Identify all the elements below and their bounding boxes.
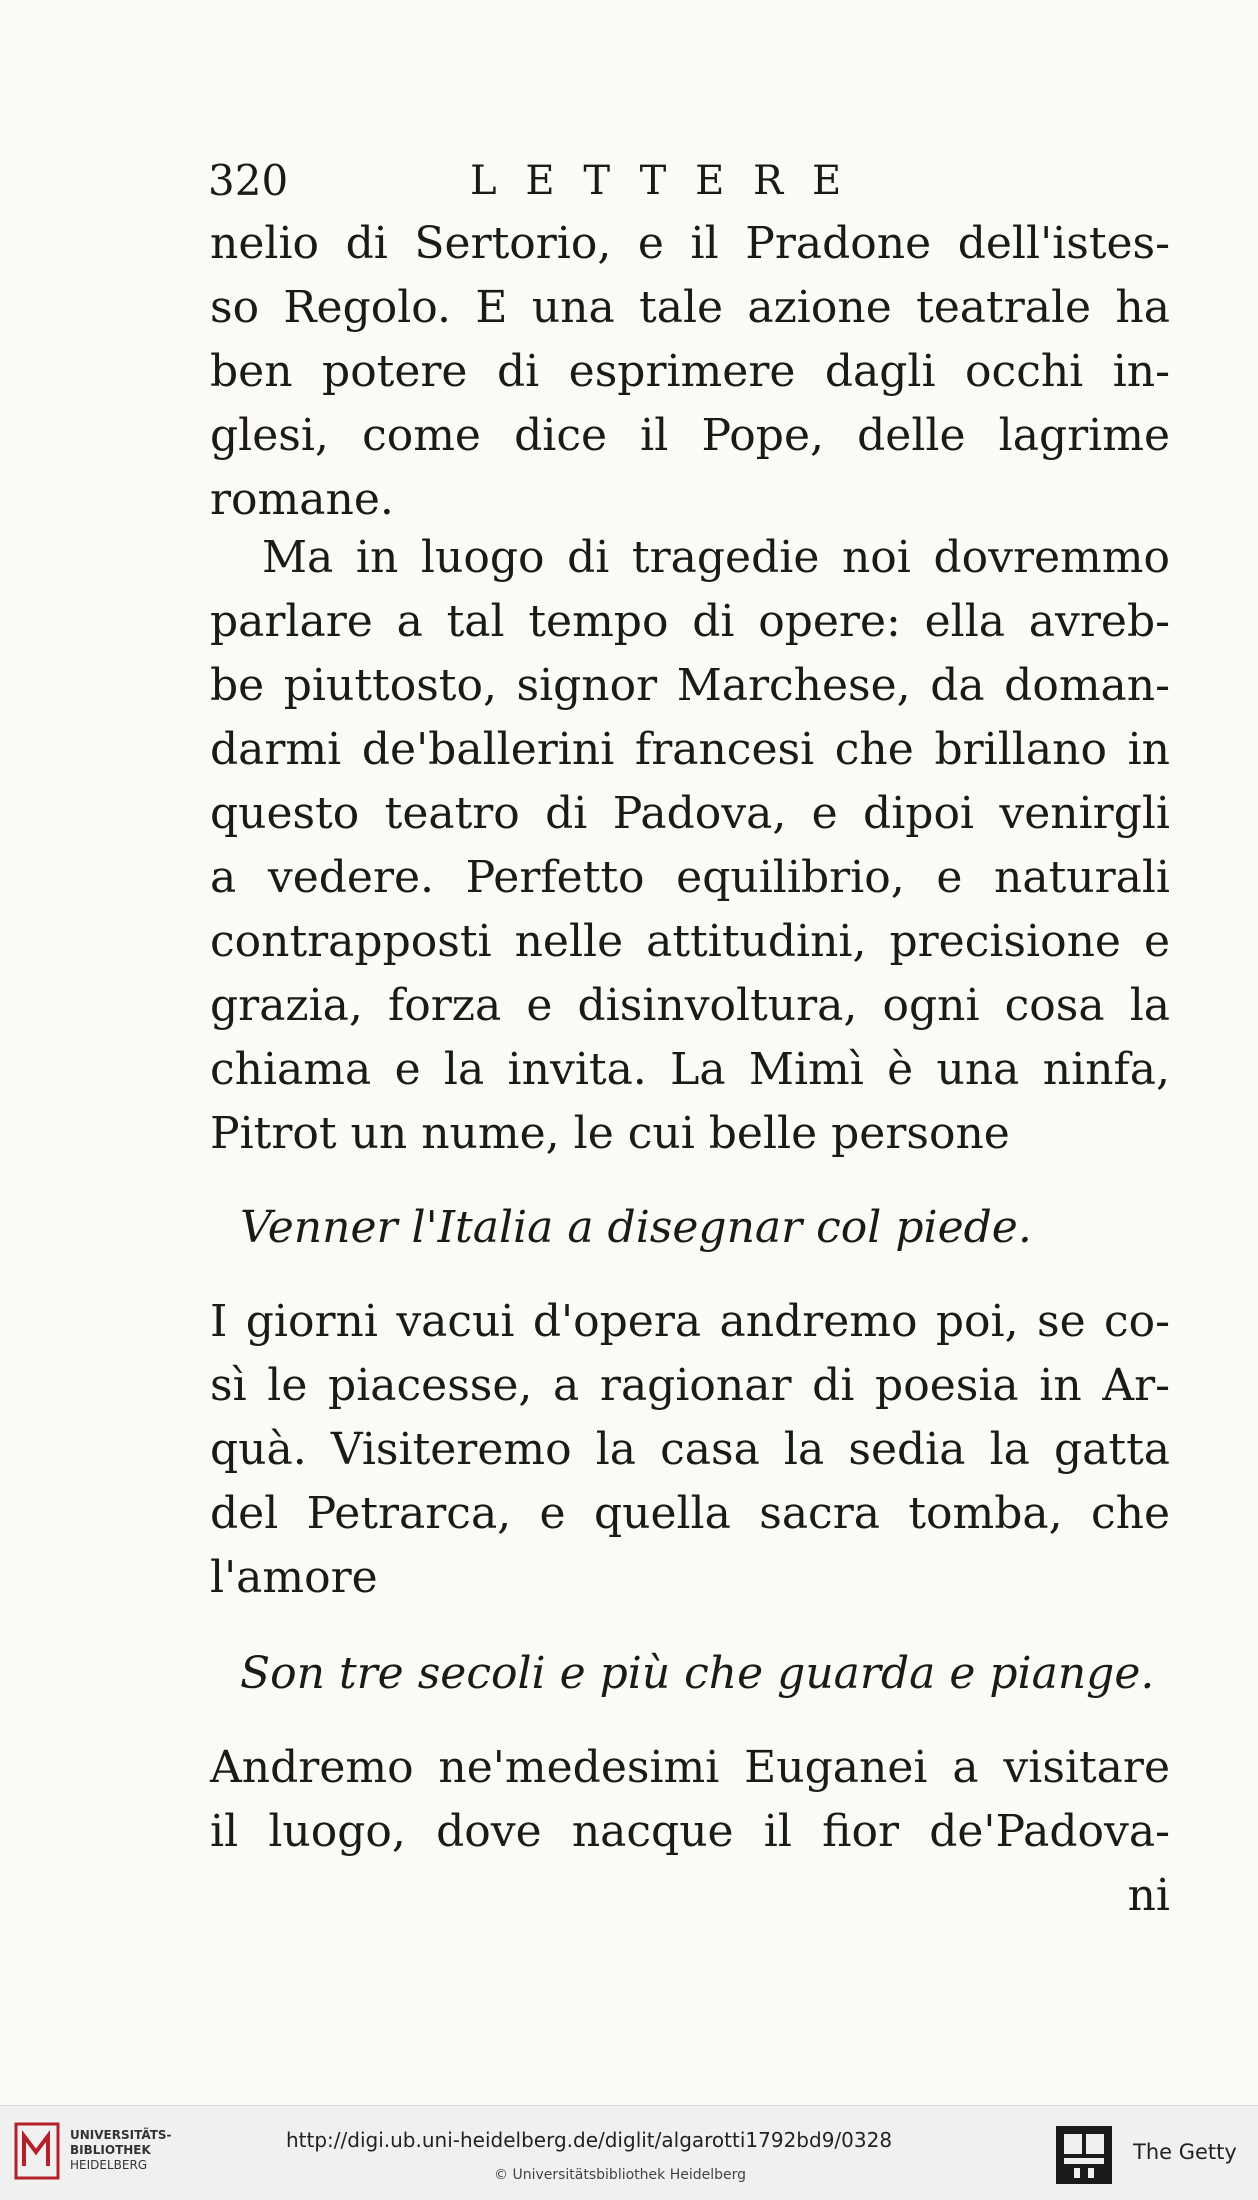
text-line: darmi de'ballerini francesi che brillano in	[210, 724, 1170, 775]
text-line: so Regolo. E una tale azione teatrale ha	[210, 282, 1170, 333]
verse-quote: Venner l'Italia a disegnar col piede.	[240, 1202, 1032, 1253]
paragraph-3	[210, 1290, 1170, 1610]
text-line: Andremo ne'medesimi Euganei a visitare	[210, 1742, 1170, 1793]
partner-name: The Getty	[1133, 2140, 1237, 2164]
page-header	[208, 156, 908, 206]
verse-quote: Son tre secoli e più che guarda e piange.	[240, 1648, 1155, 1699]
page-number: 320	[208, 156, 289, 205]
text-line: be piuttosto, signor Marchese, da doman-	[210, 660, 1170, 711]
text-line: I giorni vacui d'opera andremo poi, se co-	[210, 1296, 1170, 1347]
getty-logo-icon	[1056, 2126, 1112, 2184]
text-line: ben potere di esprimere dagli occhi in-	[210, 346, 1170, 397]
paragraph-2	[210, 526, 1170, 1166]
paragraph-4	[210, 1736, 1170, 1928]
text-line: romane.	[210, 474, 394, 525]
library-name-line: HEIDELBERG	[70, 2158, 148, 2172]
running-title: LETTERE	[470, 158, 870, 204]
permalink-url[interactable]: http://digi.ub.uni-heidelberg.de/diglit/algarotti1792bd9/0328	[286, 2128, 893, 2152]
viewer-footer	[0, 2105, 1258, 2200]
text-line: parlare a tal tempo di opere: ella avreb-	[210, 596, 1170, 647]
text-line: glesi, come dice il Pope, delle lagrime	[210, 410, 1170, 461]
text-line: chiama e la invita. La Mimì è una ninfa,	[210, 1044, 1170, 1095]
catchword: ni	[1127, 1870, 1170, 1921]
text-line: l'amore	[210, 1552, 378, 1603]
text-line: Ma in luogo di tragedie noi dovremmo	[262, 532, 1170, 583]
university-library-logo-icon	[14, 2122, 60, 2180]
text-line: nelio di Sertorio, e il Pradone dell'istes-	[210, 218, 1170, 269]
text-line: del Petrarca, e quella sacra tomba, che	[210, 1488, 1170, 1539]
text-line: sì le piacesse, a ragionar di poesia in Ar-	[210, 1360, 1170, 1411]
text-line: grazia, forza e disinvoltura, ogni cosa la	[210, 980, 1170, 1031]
library-name	[70, 2128, 200, 2173]
text-line: contrapposti nelle attitudini, precisione e	[210, 916, 1170, 967]
text-line: Pitrot un nume, le cui belle persone	[210, 1108, 1010, 1159]
text-line: a vedere. Perfetto equilibrio, e naturali	[210, 852, 1170, 903]
text-line: questo teatro di Padova, e dipoi venirgli	[210, 788, 1170, 839]
copyright-notice: © Universitätsbibliothek Heidelberg	[494, 2167, 747, 2183]
text-line: quà. Visiteremo la casa la sedia la gatta	[210, 1424, 1170, 1475]
library-name-line: UNIVERSITÄTS-	[70, 2128, 172, 2142]
library-name-line: BIBLIOTHEK	[70, 2143, 151, 2157]
text-line: il luogo, dove nacque il fior de'Padova-	[210, 1806, 1170, 1857]
paragraph-1	[210, 212, 1170, 532]
